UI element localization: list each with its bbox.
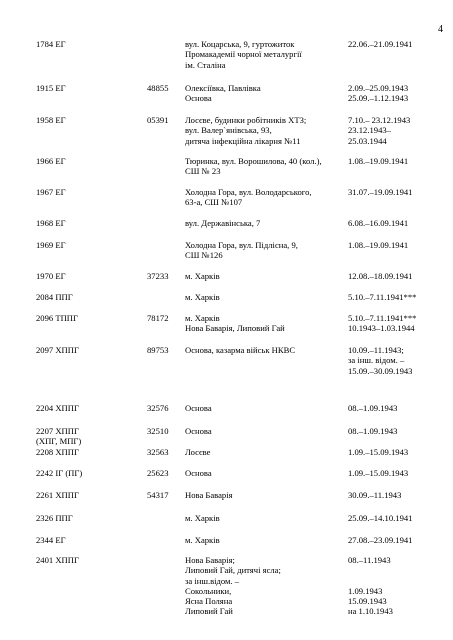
number-cell-line: 25623 [147, 468, 169, 478]
unit-cell [36, 555, 79, 565]
location-cell-line: Основа, казарма військ НКВС [185, 345, 296, 355]
number-cell-line [147, 156, 149, 166]
location-cell [185, 535, 220, 545]
unit-cell-line: 2204 ХППГ [36, 403, 79, 413]
location-cell [185, 115, 306, 146]
location-cell-line: вул. Державінська, 7 [185, 218, 261, 228]
dates-cell-line: 7.10.– 23.12.1943 [348, 115, 411, 125]
dates-cell [348, 403, 397, 413]
number-cell [147, 403, 168, 413]
location-cell-line: 63-а, СШ №107 [185, 197, 243, 208]
location-cell-line: Основа [185, 93, 212, 104]
number-cell-line [147, 555, 149, 565]
number-cell-line [147, 292, 149, 302]
location-cell-line: ім. Сталіна [185, 59, 226, 70]
location-cell [185, 313, 285, 334]
number-cell [147, 555, 149, 565]
number-cell [147, 313, 168, 323]
location-cell-line: Основа [185, 403, 212, 413]
dates-cell [348, 313, 416, 334]
dates-cell-line: 08.–1.09.1943 [348, 403, 398, 413]
dates-cell [348, 292, 416, 302]
number-cell-line [147, 240, 149, 250]
dates-cell [348, 555, 393, 617]
dates-cell [348, 535, 412, 545]
number-cell-line: 32563 [147, 447, 169, 457]
number-cell-line: 54317 [147, 490, 169, 500]
unit-cell-line: 2344 ЕГ [36, 535, 66, 545]
number-cell-line: 48855 [147, 83, 169, 93]
unit-cell [36, 513, 73, 523]
location-cell-line: м. Харків [185, 535, 220, 545]
number-cell [147, 490, 168, 500]
location-cell [185, 468, 212, 478]
dates-cell [348, 187, 412, 197]
number-cell-line [147, 187, 149, 197]
dates-cell-line: 1.09.–15.09.1943 [348, 468, 409, 478]
unit-cell-line: 2097 ХППГ [36, 345, 79, 355]
number-cell [147, 83, 168, 93]
dates-cell-line: 22.06.–21.09.1941 [348, 39, 413, 49]
location-cell [185, 83, 261, 104]
dates-cell-line: за інш. відом. – [348, 355, 405, 366]
unit-cell [36, 240, 66, 250]
dates-cell-line: 2.09.–25.09.1943 [348, 83, 409, 93]
location-cell-line: Ясна Поляна [185, 596, 233, 607]
dates-cell [348, 83, 408, 104]
number-cell [147, 218, 149, 228]
unit-cell [36, 218, 66, 228]
unit-cell [36, 313, 78, 323]
location-cell-line: м. Харків [185, 513, 220, 523]
dates-cell-line: 1.09.1943 [348, 585, 383, 596]
unit-cell-line: 2326 ППГ [36, 513, 73, 523]
dates-cell [348, 468, 408, 478]
number-cell [147, 292, 149, 302]
location-cell-line: Основа [185, 468, 212, 478]
unit-cell-line: 1784 ЕГ [36, 39, 66, 49]
dates-cell [348, 39, 412, 49]
dates-cell-line: 25.09.–14.10.1941 [348, 513, 413, 523]
number-cell [147, 240, 149, 250]
location-cell [185, 403, 212, 413]
unit-cell [36, 271, 66, 281]
number-cell-line: 05391 [147, 115, 169, 125]
dates-cell [348, 345, 412, 376]
unit-cell [36, 468, 82, 478]
location-cell [185, 156, 322, 177]
unit-cell-line: 2401 ХППГ [36, 555, 79, 565]
unit-cell [36, 83, 66, 93]
location-cell [185, 240, 298, 261]
number-cell-line: 37233 [147, 271, 169, 281]
dates-cell-line [348, 565, 393, 575]
unit-cell [36, 490, 79, 500]
location-cell-line: Олексіївка, Павлівка [185, 83, 261, 93]
unit-cell [36, 403, 79, 413]
number-cell-line: 32576 [147, 403, 169, 413]
location-cell [185, 426, 212, 436]
dates-cell [348, 115, 410, 146]
location-cell-line: вул. Коцарська, 9, гуртожиток [185, 39, 295, 49]
number-cell [147, 187, 149, 197]
location-cell-line: СШ №126 [185, 250, 223, 261]
unit-cell [36, 187, 66, 197]
number-cell-line [147, 535, 149, 545]
location-cell-line: за інш.відом. – [185, 575, 240, 586]
dates-cell-line [348, 576, 393, 586]
number-cell [147, 468, 168, 478]
location-cell-line: Липовий Гай, дитячі ясла; [185, 565, 281, 576]
location-cell [185, 271, 220, 281]
dates-cell-line: 12.08.–18.09.1941 [348, 271, 413, 281]
dates-cell-line: 10.09.–11.1943; [348, 345, 404, 355]
number-cell [147, 39, 149, 49]
dates-cell [348, 447, 408, 457]
dates-cell-line: 10.1943–1.03.1944 [348, 323, 415, 334]
location-cell-line: Сокольники, [185, 585, 232, 596]
dates-cell-line: 1.09.–15.09.1943 [348, 447, 409, 457]
location-cell [185, 447, 210, 457]
location-cell [185, 218, 260, 228]
dates-cell-line: 25.03.1944 [348, 135, 387, 146]
location-cell-line: СШ № 23 [185, 166, 221, 177]
dates-cell [348, 271, 412, 281]
unit-cell-line: 1969 ЕГ [36, 240, 66, 250]
number-cell-line [147, 218, 149, 228]
dates-cell [348, 240, 408, 250]
dates-cell-line: 31.07.–19.09.1941 [348, 187, 413, 197]
unit-cell-line: 2096 ТППГ [36, 313, 78, 323]
number-cell [147, 535, 149, 545]
number-cell-line [147, 39, 149, 49]
unit-cell-line: 1915 ЕГ [36, 83, 66, 93]
location-cell-line: Нова Баварія, Липовий Гай [185, 323, 285, 334]
dates-cell [348, 426, 397, 436]
dates-cell-line: 5.10.–7.11.1941*** [348, 313, 417, 323]
location-cell-line: Нова Баварія [185, 490, 233, 500]
location-cell-line: м. Харків [185, 292, 220, 302]
location-cell-line: Основа [185, 426, 212, 436]
unit-cell [36, 447, 79, 457]
unit-cell [36, 292, 73, 302]
unit-cell-line: 2207 ХППГ [36, 426, 79, 436]
dates-cell-line: 5.10.–7.11.1941*** [348, 292, 417, 302]
unit-cell-line: 1970 ЕГ [36, 271, 66, 281]
unit-cell-line: 2261 ХППГ [36, 490, 79, 500]
number-cell [147, 447, 168, 457]
location-cell-line: Нова Баварія; [185, 555, 235, 565]
dates-cell-line: 1.08.–19.09.1941 [348, 240, 409, 250]
unit-cell-line: (ХПГ, МПГ) [36, 436, 82, 447]
number-cell-line: 78172 [147, 313, 169, 323]
location-cell-line: Липовий Гай [185, 606, 233, 617]
number-cell-line: 89753 [147, 345, 169, 355]
unit-cell [36, 115, 66, 125]
dates-cell-line: 15.09.–30.09.1943 [348, 365, 413, 376]
dates-cell-line: на 1.10.1943 [348, 606, 393, 617]
location-cell-line: м. Харків [185, 313, 220, 323]
location-cell-line: Промакадемії чорної металургії [185, 49, 302, 60]
dates-cell-line: 25.09.–1.12.1943 [348, 93, 409, 104]
number-cell-line: 32510 [147, 426, 169, 436]
location-cell-line: м. Харків [185, 271, 220, 281]
unit-cell [36, 156, 66, 166]
location-cell-line: вул. Валер`янівська, 93, [185, 125, 272, 136]
unit-cell-line: 1966 ЕГ [36, 156, 66, 166]
location-cell-line: Холодна Гора, вул. Підлісна, 9, [185, 240, 298, 250]
dates-cell-line: 1.08.–19.09.1941 [348, 156, 409, 166]
location-cell [185, 513, 220, 523]
unit-cell-line: 2084 ППГ [36, 292, 73, 302]
location-cell-line: дитяча інфекційна лікарня №11 [185, 135, 301, 146]
location-cell [185, 555, 281, 617]
location-cell [185, 39, 302, 70]
dates-cell-line: 15.09.1943 [348, 596, 387, 607]
location-cell [185, 187, 312, 208]
dates-cell-line: 08.–1.09.1943 [348, 426, 398, 436]
number-cell [147, 156, 149, 166]
unit-cell [36, 39, 66, 49]
unit-cell-line: 1958 ЕГ [36, 115, 66, 125]
unit-cell [36, 345, 79, 355]
unit-cell [36, 426, 81, 447]
location-cell [185, 345, 295, 355]
number-cell [147, 115, 168, 125]
unit-cell [36, 535, 66, 545]
location-cell-line: Лосєве [185, 447, 211, 457]
number-cell [147, 513, 149, 523]
location-cell [185, 292, 220, 302]
dates-cell-line: 23.12.1943– [348, 125, 391, 136]
unit-cell-line: 1968 ЕГ [36, 218, 66, 228]
number-cell-line [147, 513, 149, 523]
location-cell-line: Тюринка, вул. Ворошилова, 40 (кол.), [185, 156, 322, 166]
number-cell [147, 426, 168, 436]
unit-cell-line: 1967 ЕГ [36, 187, 66, 197]
dates-cell [348, 513, 412, 523]
dates-cell-line: 6.08.–16.09.1941 [348, 218, 409, 228]
dates-cell-line: 27.08.–23.09.1941 [348, 535, 413, 545]
location-cell [185, 490, 233, 500]
number-cell [147, 345, 168, 355]
dates-cell-line: 30.09.–11.1943 [348, 490, 402, 500]
location-cell-line: Лосєве, будинки робітників ХТЗ; [185, 115, 307, 125]
page-number: 4 [438, 24, 443, 35]
dates-cell-line: 08.–11.1943 [348, 555, 391, 565]
dates-cell [348, 490, 401, 500]
number-cell [147, 271, 168, 281]
location-cell-line: Холодна Гора, вул. Володарського, [185, 187, 312, 197]
dates-cell [348, 156, 408, 166]
unit-cell-line: 2208 ХППГ [36, 447, 79, 457]
unit-cell-line: 2242 ІГ (ПГ) [36, 468, 83, 478]
dates-cell [348, 218, 408, 228]
